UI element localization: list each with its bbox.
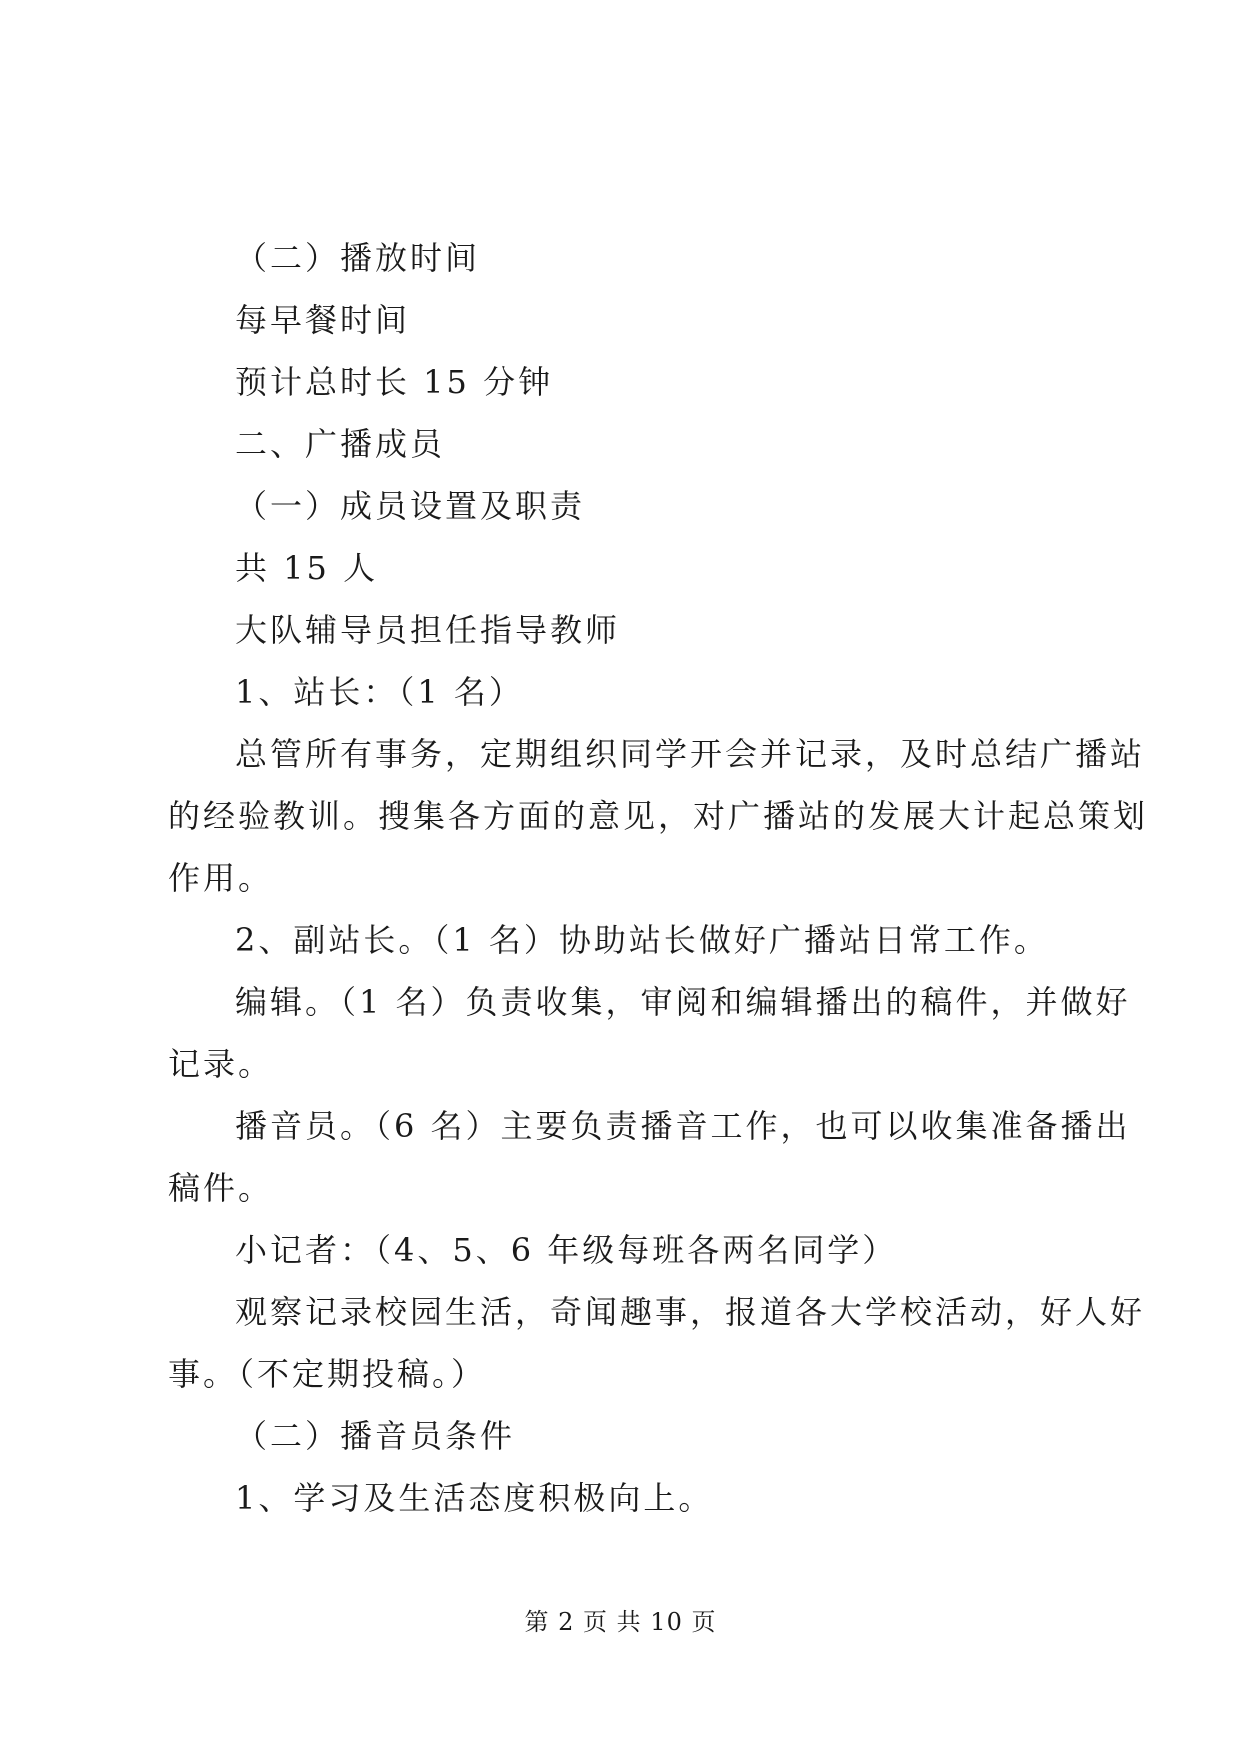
list-item-deputy-head: 2、副站长。（1 名）协助站长做好广播站日常工作。 <box>235 921 1049 959</box>
paragraph-line: 作用。 <box>168 859 274 897</box>
subsection-heading-announcer-requirements: （二）播音员条件 <box>235 1417 516 1455</box>
paragraph-line: 观察记录校园生活，奇闻趣事，报道各大学校活动，好人好 <box>235 1293 1146 1331</box>
text-line: 小记者：（4、5、6 年级每班各两名同学） <box>235 1231 898 1269</box>
paragraph-line: 的经验教训。搜集各方面的意见，对广播站的发展大计起总策划 <box>168 797 1149 835</box>
section-heading-members: 二、广播成员 <box>235 425 446 463</box>
text-line: 大队辅导员担任指导教师 <box>235 611 621 649</box>
paragraph-line: 记录。 <box>168 1045 274 1083</box>
page-footer: 第 2 页 共 10 页 <box>524 1608 717 1636</box>
paragraph-line: 播音员。（6 名）主要负责播音工作，也可以收集准备播出 <box>235 1107 1131 1145</box>
text-line: 共 15 人 <box>235 549 379 587</box>
paragraph-line: 总管所有事务，定期组织同学开会并记录，及时总结广播站 <box>235 735 1146 773</box>
section-heading-broadcast-time: （二）播放时间 <box>235 239 481 277</box>
paragraph-line: 编辑。（1 名）负责收集，审阅和编辑播出的稿件，并做好 <box>235 983 1131 1021</box>
subsection-heading-roles: （一）成员设置及职责 <box>235 487 586 525</box>
text-line: 预计总时长 15 分钟 <box>235 363 554 401</box>
list-item-station-head: 1、站长：（1 名） <box>235 673 524 711</box>
text-line: 每早餐时间 <box>235 301 411 339</box>
paragraph-line: 事。（不定期投稿。） <box>168 1355 487 1393</box>
paragraph-line: 稿件。 <box>168 1169 274 1207</box>
list-item-requirement: 1、学习及生活态度积极向上。 <box>235 1479 714 1517</box>
